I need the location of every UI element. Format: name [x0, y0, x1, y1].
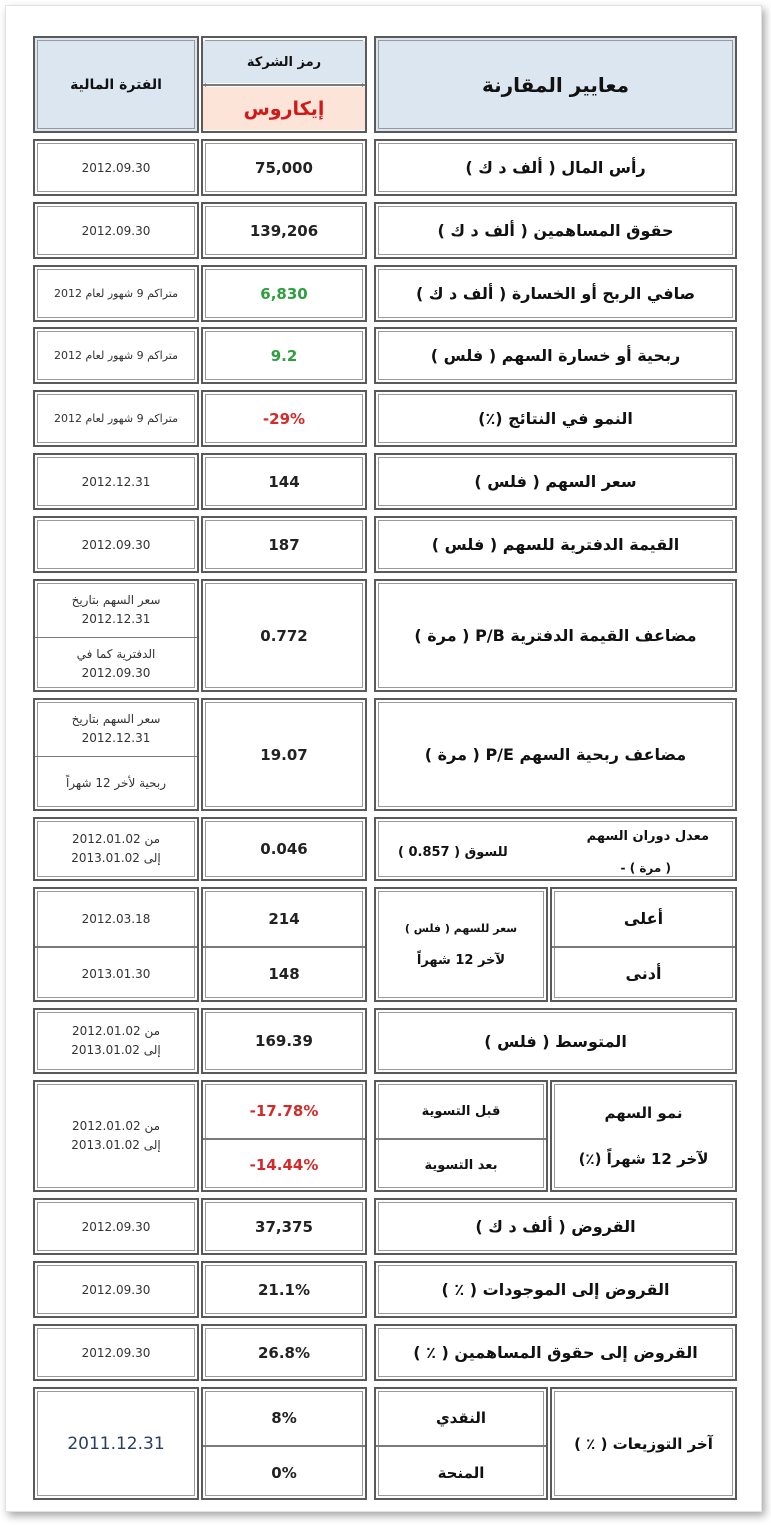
sub-cell: [203, 87, 365, 130]
sub-cell: [35, 703, 197, 755]
pe-label: [374, 698, 737, 811]
capital-value: [201, 139, 367, 196]
sub-cell: [203, 948, 365, 999]
rows-loans-label-text: القروض ( ألف د ك ): [475, 1217, 636, 1236]
pe-period: [33, 698, 199, 811]
rows-high-low-high-period-text: 2012.03.18: [81, 911, 151, 926]
rows-share-growth-label-1-text: نمو السهم: [604, 1104, 683, 1122]
share-growth-label: [550, 1080, 737, 1192]
rows-price-label-text: سعر السهم ( فلس ): [474, 472, 637, 491]
net-profit-value: [201, 265, 367, 322]
sub-cell: [203, 892, 365, 945]
rows-share-growth-before-label-text: قبل التسوية: [421, 1103, 501, 1119]
turnover-label: [374, 817, 737, 881]
sub-cell: [203, 1392, 365, 1444]
header-company-cell: [201, 36, 367, 133]
rows-high-low-low-period-text: 2013.01.30: [81, 966, 151, 981]
rows-share-growth-after-value-text: -14.44%: [249, 1156, 319, 1174]
rows-loans-equity-value-text: 26.8%: [257, 1343, 311, 1362]
rows-loans-assets-label-text: القروض إلى الموجودات ( ٪ ): [441, 1280, 670, 1299]
rows-loans-period-text: 2012.09.30: [81, 1219, 151, 1234]
rows-pb-label-text: مضاعف القيمة الدفترية P/B ( مرة ): [414, 626, 697, 645]
book-value-period: [33, 516, 199, 573]
sub-cell: [376, 1447, 546, 1498]
equity-value: [201, 202, 367, 259]
average-period: [33, 1008, 199, 1074]
pb-label: [374, 579, 737, 692]
eps-value: [201, 327, 367, 384]
net-profit-label: [374, 265, 737, 322]
sub-cell: [552, 948, 735, 999]
dividends-values: [201, 1387, 367, 1500]
cell-divider: [35, 756, 197, 757]
rows-turnover-value-text: 0.046: [260, 840, 308, 858]
high-low-period: [33, 887, 199, 1002]
sub-cell: [35, 584, 197, 636]
dividends-label: [550, 1387, 737, 1500]
rows-high-low-mid-2-text: لآخر 12 شهراً: [416, 952, 506, 968]
sub-cell: [35, 948, 197, 999]
rows-average-period-1-text: من 2012.01.02: [71, 1024, 161, 1038]
eps-period: [33, 327, 199, 384]
rows-growth-value-text: -29%: [262, 409, 306, 428]
pe-value: [201, 698, 367, 811]
sub-cell: [35, 892, 197, 945]
rows-share-growth-period-2-text: إلى 2013.01.02: [71, 1138, 161, 1152]
cell-divider: [203, 84, 365, 86]
rows-pb-period-top-2-text: 2012.12.31: [81, 612, 151, 626]
sub-cell: [376, 1085, 546, 1137]
sub-cell: [376, 1392, 546, 1444]
sub-cell: [203, 1447, 365, 1498]
sub-cell: [203, 41, 365, 83]
rows-dividends-cash-label-text: النقدي: [435, 1409, 487, 1427]
rows-growth-label-text: النمو في النتائج (٪): [478, 409, 633, 428]
sub-cell: [35, 639, 197, 689]
rows-high-low-low-value-text: 148: [268, 964, 300, 983]
rows-book-value-value-text: 187: [268, 535, 300, 554]
rows-share-growth-label-2-text: لآخر 12 شهراً (٪): [578, 1150, 709, 1168]
price-period: [33, 453, 199, 510]
rows-pe-period-top-1-text: سعر السهم بتاريخ: [71, 712, 161, 726]
eps-label: [374, 327, 737, 384]
equity-period: [33, 202, 199, 259]
rows-pb-period-bottom-2-text: 2012.09.30: [81, 666, 151, 680]
average-value: [201, 1008, 367, 1074]
rows-pb-period-bottom-1-text: الدفترية كما في: [76, 647, 156, 661]
price-label: [374, 453, 737, 510]
rows-book-value-label-text: القيمة الدفترية للسهم ( فلس ): [431, 535, 680, 554]
rows-eps-period-text: متراكم 9 شهور لعام 2012: [54, 349, 178, 362]
rows-eps-value-text: 9.2: [270, 346, 298, 365]
average-label: [374, 1008, 737, 1074]
dividends-type-labels: [374, 1387, 548, 1500]
rows-turnover-label-1-text: معدل دوران السهم: [586, 829, 709, 844]
book-value-value: [201, 516, 367, 573]
sub-cell: [376, 1140, 546, 1190]
sub-cell: [35, 758, 197, 808]
high-low-mid: [374, 887, 548, 1002]
pb-period: [33, 579, 199, 692]
rows-dividends-label-text: آخر التوزيعات ( ٪ ): [574, 1434, 713, 1453]
rows-high-low-low-label-text: أدنى: [625, 964, 662, 983]
rows-dividends-cash-value-text: 8%: [271, 1409, 297, 1427]
loans-assets-period: [33, 1261, 199, 1318]
rows-turnover-period-1-text: من 2012.01.02: [71, 832, 161, 846]
high-low-labels: [550, 887, 737, 1002]
rows-share-growth-period-1-text: من 2012.01.02: [71, 1119, 161, 1133]
rows-pe-period-top-2-text: 2012.12.31: [81, 731, 151, 745]
net-profit-period: [33, 265, 199, 322]
rows-equity-value-text: 139,206: [249, 221, 319, 240]
growth-label: [374, 390, 737, 447]
rows-price-value-text: 144: [268, 472, 300, 491]
loans-equity-value: [201, 1324, 367, 1381]
rows-share-growth-after-label-text: بعد التسوية: [424, 1157, 498, 1173]
share-growth-period: [33, 1080, 199, 1192]
pb-value: [201, 579, 367, 692]
rows-turnover-period-2-text: إلى 2013.01.02: [71, 851, 161, 865]
rows-pe-label-text: مضاعف ربحية السهم P/E ( مرة ): [424, 745, 687, 764]
rows-turnover-label-3-text: ( مرة ) -: [620, 861, 671, 875]
rows-loans-equity-period-text: 2012.09.30: [81, 1345, 151, 1360]
share-growth-adjust-labels: [374, 1080, 548, 1192]
rows-dividends-bonus-label-text: المنحة: [437, 1463, 485, 1482]
loans-equity-label: [374, 1324, 737, 1381]
rows-book-value-period-text: 2012.09.30: [81, 537, 151, 552]
rows-pe-value-text: 19.07: [260, 745, 308, 764]
rows-loans-equity-label-text: القروض إلى حقوق المساهمين ( ٪ ): [413, 1343, 698, 1362]
rows-average-value-text: 169.39: [255, 1032, 313, 1050]
turnover-period: [33, 817, 199, 881]
rows-equity-period-text: 2012.09.30: [81, 223, 151, 238]
turnover-value: [201, 817, 367, 881]
rows-net-profit-label-text: صافي الربح أو الخسارة ( ألف د ك ): [415, 284, 696, 303]
rows-capital-period-text: 2012.09.30: [81, 160, 151, 175]
loans-label: [374, 1198, 737, 1255]
dividends-period: [33, 1387, 199, 1500]
rows-loans-assets-period-text: 2012.09.30: [81, 1282, 151, 1297]
share-growth-values: [201, 1080, 367, 1192]
rows-average-label-text: المتوسط ( فلس ): [484, 1031, 627, 1051]
rows-pb-value-text: 0.772: [260, 626, 308, 645]
rows-net-profit-period-text: متراكم 9 شهور لعام 2012: [54, 287, 178, 300]
rows-net-profit-value-text: 6,830: [260, 284, 308, 303]
header-company-code-label: رمز الشركة: [246, 54, 322, 70]
rows-pe-period-bottom-text: ربحية لأخر 12 شهراً: [65, 775, 167, 790]
rows-share-growth-before-value-text: -17.78%: [249, 1102, 319, 1120]
loans-assets-value: [201, 1261, 367, 1318]
company-name: إيكاروس: [243, 97, 325, 120]
cell-divider: [35, 637, 197, 638]
rows-high-low-mid-1-text: سعر للسهم ( فلس ): [404, 921, 518, 935]
rows-high-low-high-value-text: 214: [268, 909, 300, 928]
header-criteria-title: معايير المقارنة: [481, 72, 630, 97]
header-period-title: الفترة المالية: [70, 76, 162, 93]
rows-dividends-bonus-value-text: 0%: [271, 1463, 297, 1482]
capital-period: [33, 139, 199, 196]
growth-period: [33, 390, 199, 447]
book-value-label: [374, 516, 737, 573]
high-low-value: [201, 887, 367, 1002]
capital-label: [374, 139, 737, 196]
sub-cell: [203, 1140, 365, 1190]
rows-loans-assets-value-text: 21.1%: [257, 1280, 311, 1299]
growth-value: [201, 390, 367, 447]
equity-label: [374, 202, 737, 259]
rows-high-low-high-label-text: أعلى: [623, 909, 664, 928]
rows-loans-value-text: 37,375: [255, 1217, 313, 1236]
loans-period: [33, 1198, 199, 1255]
header-criteria-cell: [374, 36, 737, 133]
sub-cell: [203, 1085, 365, 1137]
loans-assets-label: [374, 1261, 737, 1318]
rows-eps-label-text: ربحية أو خسارة السهم ( فلس ): [430, 346, 681, 365]
rows-capital-value-text: 75,000: [255, 158, 313, 177]
loans-equity-period: [33, 1324, 199, 1381]
rows-pb-period-top-1-text: سعر السهم بتاريخ: [71, 593, 161, 607]
rows-dividends-period-text: 2011.12.31: [67, 1433, 165, 1454]
rows-capital-label-text: رأس المال ( ألف د ك ): [465, 158, 646, 177]
rows-average-period-2-text: إلى 2013.01.02: [71, 1043, 161, 1057]
rows-equity-label-text: حقوق المساهمين ( ألف د ك ): [437, 221, 674, 240]
rows-growth-period-text: متراكم 9 شهور لعام 2012: [54, 412, 178, 425]
header-period-cell: [33, 36, 199, 133]
rows-price-period-text: 2012.12.31: [81, 474, 151, 489]
loans-value: [201, 1198, 367, 1255]
price-value: [201, 453, 367, 510]
rows-turnover-label-2-text: للسوق ( 0.857 ): [398, 845, 508, 860]
sub-cell: [552, 892, 735, 945]
